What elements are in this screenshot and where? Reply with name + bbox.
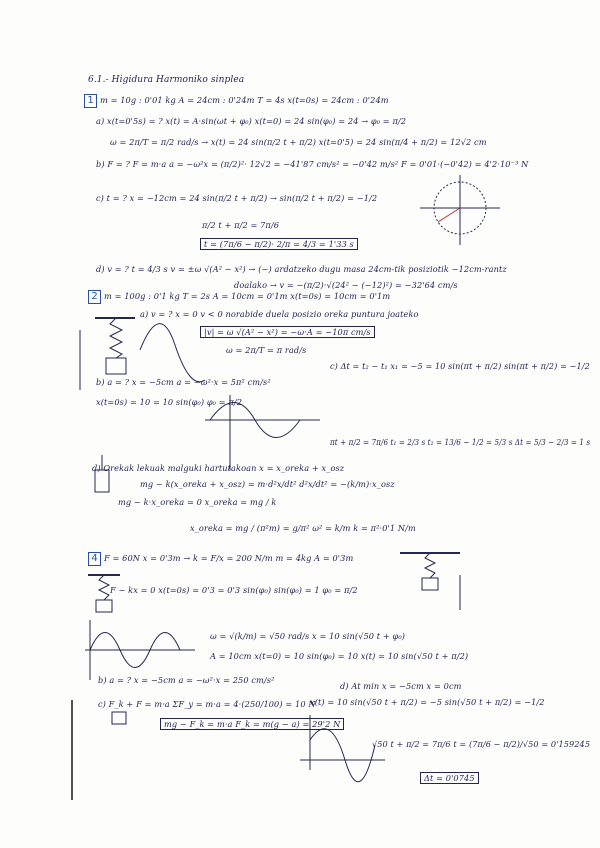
problem-2-line-12: x_oreka = mg / (π²m) = g/π² ω² = k/m k = π²·0'1 N/m [190,523,416,533]
problem-1-line-6: π/2 t + π/2 = 7π/6 [202,220,280,230]
problem-4-line-6: c) F_k + F = m·a ΣF_y = m·a = 4·(250/100) = 10 N [98,699,316,709]
page-title: 6.1.- Higidura Harmoniko sinplea [88,75,245,85]
problem-number: 4 [88,552,101,566]
problem-2-line-8: πt + π/2 = 7π/6 t₁ = 2/3 s t₂ = 13/6 − 1/2 = 5/3 s Δt = 5/3 − 2/3 = 1 s [330,437,591,447]
problem-2-line-6: x(t=0s) = 10 = 10 sin(φ₀) φ₀ = π/2 [96,397,243,407]
problem-4-line-4: A = 10cm x(t=0) = 10 sin(φ₀) = 10 x(t) = 10 sin(√50 t + π/2) [210,651,469,661]
problem-4-line-2: F − kx = 0 x(t=0s) = 0'3 = 0'3 sin(φ₀) sin(φ₀) = 1 φ₀ = π/2 [110,585,358,595]
problem-2-line-4: ω = 2π/T = π rad/s [226,345,307,355]
sine-sketch-4 [85,620,195,680]
mass-diagram-bottom [112,712,126,724]
unit-circle-diagram [420,175,500,245]
problem-2-line-11: mg − k·x_oreka = 0 x_oreka = mg / k [118,497,277,507]
problem-number: 2 [88,290,101,304]
spring-diagram-right [400,553,460,610]
problem-1-line-8: d) v = ? t = 4/3 s v = ±ω √(A² − x²) → (−) ardatzeko dugu masa 24cm-tik posiziotik −12cm-rantz [96,264,507,274]
problem-1-line-1: m = 10g : 0'01 kg A = 24cm : 0'24m T = 4s x(t=0s) = 24cm : 0'24m [100,95,389,105]
problem-2-line-10: mg − k(x_oreka + x_osz) = m·d²x/dt² d²x/dt² = −(k/m)·x_osz [140,479,395,489]
problem-2-line-5: b) a = ? x = −5cm a = −ω²·x = 5π² cm/s² [96,377,271,387]
problem-number: 1 [84,94,97,108]
spring-diagram-d [95,455,109,492]
problem-1-line-4: b) F = ? F = m·a a = −ω²x = (π/2)²· 12√2 = −41'87 cm/s² = −0'42 m/s² F = 0'01·(−0'42) = 4'2·10⁻³ N [96,159,529,169]
problem-1-line-2: a) x(t=0'5s) = ? x(t) = A·sin(ωt + φ₀) x(t=0) = 24 sin(φ₀) = 24 → φ₀ = π/2 [96,116,407,126]
problem-2-line-9: d) Orekak lekuak malguki hartutakoan x = x_oreka + x_osz [92,463,345,473]
problem-4-line-11: Δt = 0'0745 [420,772,479,784]
problem-4-line-5: b) a = ? x = −5cm a = −ω²·x = 250 cm/s² [98,675,275,685]
problem-2-line-7: c) Δt = t₂ − t₁ x₁ = −5 = 10 sin(πt + π/2) sin(πt + π/2) = −1/2 [330,361,590,371]
problem-4-line-9: x(t) = 10 sin(√50 t + π/2) = −5 sin(√50 t + π/2) = −1/2 [310,697,545,707]
problem-2-line-1: m = 100g : 0'1 kg T = 2s A = 10cm = 0'1m x(t=0s) = 10cm = 0'1m [104,291,391,301]
problem-4-line-3: ω = √(k/m) = √50 rad/s x = 10 sin(√50 t + φ₀) [210,631,406,641]
problem-4-line-8: d) At min x = −5cm x = 0cm [340,681,462,691]
problem-4-line-1: F = 60N x = 0'3m → k = F/x = 200 N/m m = 4kg A = 0'3m [104,553,354,563]
problem-1-line-7: t = (7π/6 − π/2)· 2/π = 4/3 = 1'33 s [200,238,358,250]
problem-2-line-2: a) v = ? x = 0 v < 0 norabide duela posizio oreka puntura joateko [140,309,419,319]
problem-1-line-5: c) t = ? x = −12cm = 24 sin(π/2 t + π/2) → sin(π/2 t + π/2) = −1/2 [96,193,378,203]
problem-1-line-3: ω = 2π/T = π/2 rad/s → x(t) = 24 sin(π/2 t + π/2) x(t=0'5) = 24 sin(π/4 + π/2) = 12√2 cm [110,137,487,147]
problem-2-line-3: |v| = ω √(A² − x²) = −ω·A = −10π cm/s [200,326,375,338]
problem-1-line-9: doalako → v = −(π/2)·√(24² − (−12)²) = −32'64 cm/s [234,280,458,290]
problem-4-line-10: √50 t + π/2 = 7π/6 t = (7π/6 − π/2)/√50 = 0'159245 [372,739,591,749]
problem-4-line-7: mg − F_k = m·a F_k = m(g − a) = 29'2 N [160,718,344,730]
